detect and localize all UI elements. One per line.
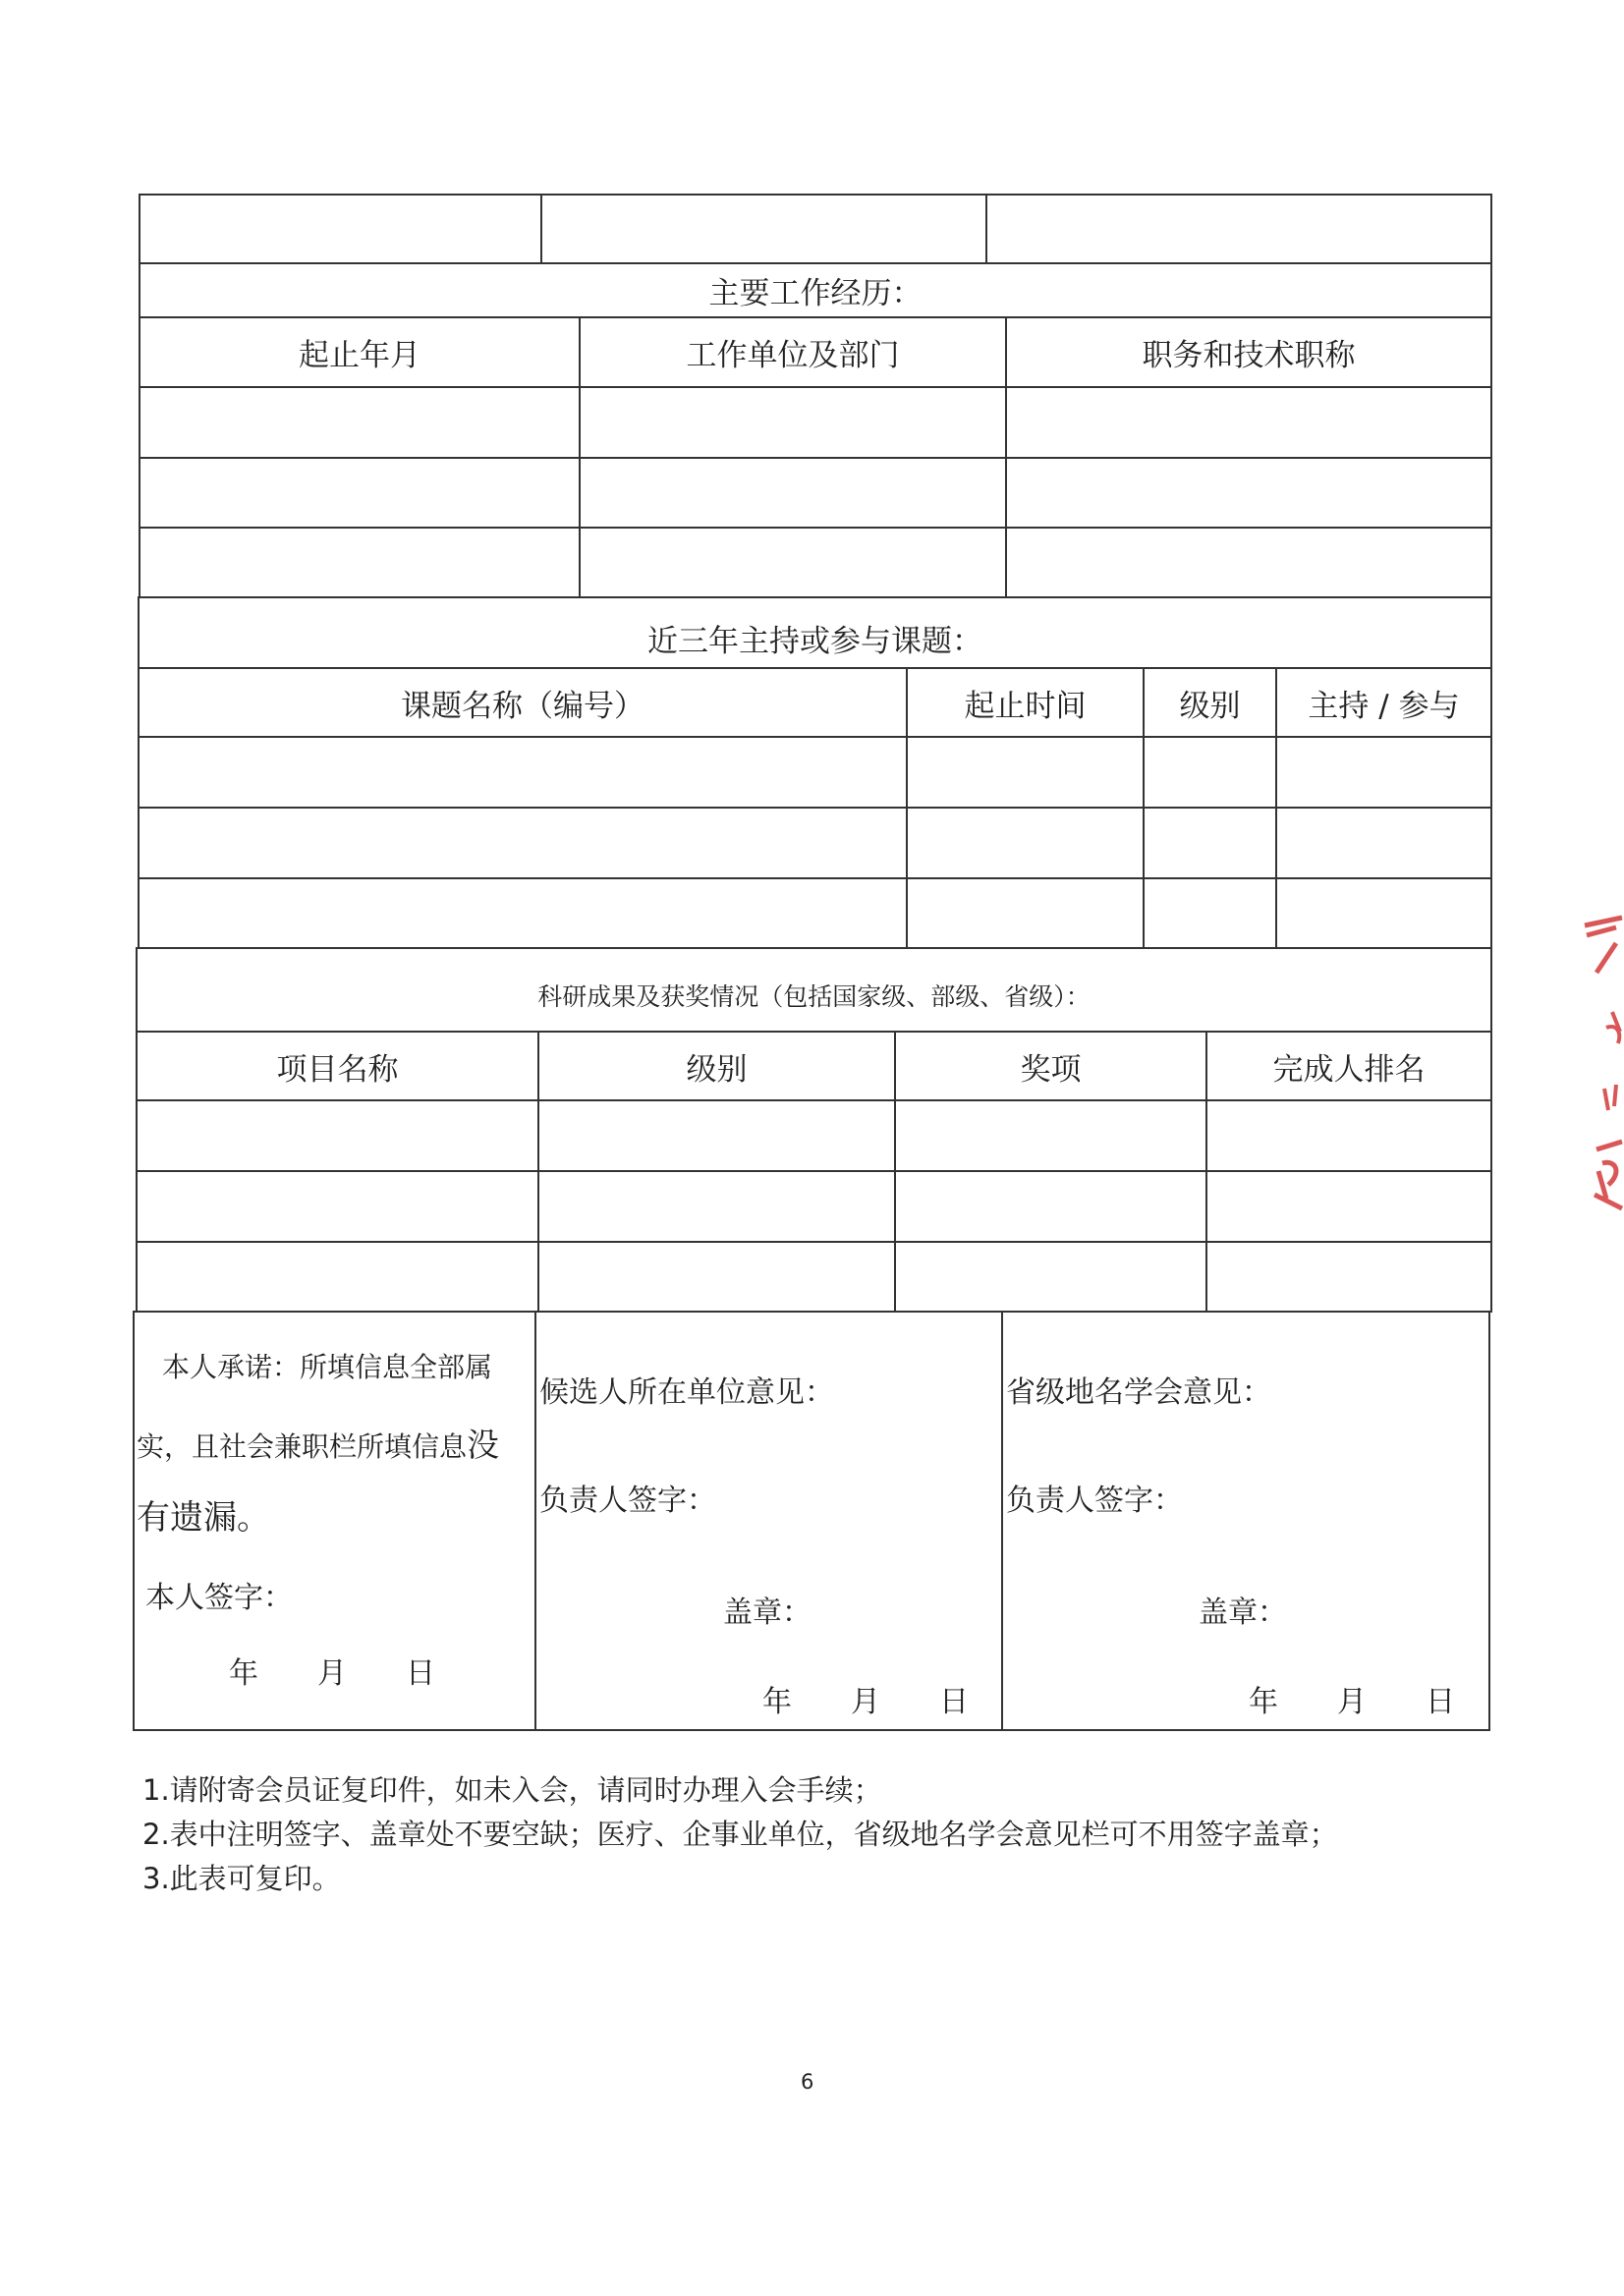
- note-item-1: 1.请附寄会员证复印件，如未入会，请同时办理入会手续；: [142, 1773, 882, 1807]
- work-cell[interactable]: [580, 387, 1006, 458]
- work-cell[interactable]: [580, 528, 1006, 597]
- header-award-level: 级别: [538, 1032, 895, 1100]
- achievement-cell[interactable]: [538, 1100, 895, 1171]
- section-title-work-history: 主要工作经历：: [140, 263, 1491, 317]
- commitment-date: 年 月 日: [229, 1656, 435, 1691]
- achievement-cell[interactable]: [1206, 1242, 1491, 1312]
- blank-cell[interactable]: [986, 195, 1491, 263]
- work-cell[interactable]: [140, 387, 580, 458]
- project-cell[interactable]: [1276, 737, 1491, 808]
- provincial-opinion-title: 省级地名学会意见：: [1006, 1375, 1271, 1410]
- commitment-block: [135, 1313, 534, 1727]
- top-remnant-table: [139, 194, 1492, 264]
- achievement-cell[interactable]: [137, 1242, 538, 1312]
- project-cell[interactable]: [1144, 808, 1276, 878]
- header-employer: 工作单位及部门: [580, 317, 1006, 387]
- work-history-table: [139, 262, 1492, 598]
- section-title-achievements: 科研成果及获奖情况（包括国家级、部级、省级）：: [137, 948, 1491, 1032]
- commitment-line-2: [137, 1420, 499, 1466]
- provincial-signature-label: 负责人签字：: [1006, 1484, 1183, 1518]
- provincial-seal-label: 盖章：: [1199, 1596, 1287, 1630]
- provincial-opinion-block: [1003, 1313, 1488, 1727]
- achievement-cell[interactable]: [895, 1242, 1206, 1312]
- project-cell[interactable]: [1144, 878, 1276, 948]
- header-project-period: 起止时间: [907, 668, 1144, 737]
- note-item-2: 2.表中注明签字、盖章处不要空缺；医疗、企事业单位，省级地名学会意见栏可不用签字盖章；: [142, 1818, 1338, 1851]
- header-project-role: 主持 / 参与: [1276, 668, 1491, 737]
- unit-opinion-cell: [535, 1312, 1002, 1730]
- unit-seal-label: 盖章：: [723, 1596, 812, 1630]
- note-item-3: 3.此表可复印。: [142, 1862, 341, 1895]
- work-cell[interactable]: [140, 528, 580, 597]
- header-title: 职务和技术职称: [1006, 317, 1491, 387]
- work-cell[interactable]: [1006, 387, 1491, 458]
- header-award: 奖项: [895, 1032, 1206, 1100]
- project-cell[interactable]: [139, 737, 907, 808]
- project-cell[interactable]: [1276, 878, 1491, 948]
- blank-cell[interactable]: [541, 195, 986, 263]
- projects-table: [138, 596, 1492, 949]
- project-cell[interactable]: [907, 808, 1144, 878]
- notes-list: [142, 1768, 1338, 1901]
- unit-signature-label: 负责人签字：: [539, 1484, 716, 1518]
- project-cell[interactable]: [1276, 808, 1491, 878]
- blank-cell[interactable]: [140, 195, 541, 263]
- commitment-line-2-text: 实，且社会兼职栏所填信息: [137, 1430, 468, 1463]
- provincial-date: 年 月 日: [1249, 1685, 1455, 1719]
- provincial-opinion-cell: [1002, 1312, 1489, 1730]
- header-item-name: 项目名称: [137, 1032, 538, 1100]
- achievements-table: [136, 947, 1492, 1313]
- page-number: 6: [801, 2070, 814, 2094]
- commitment-line-1: 本人承诺：所填信息全部属: [162, 1351, 493, 1383]
- project-cell[interactable]: [907, 878, 1144, 948]
- red-seal-stamp-icon: [1577, 914, 1624, 1267]
- achievement-cell[interactable]: [895, 1171, 1206, 1242]
- header-rank: 完成人排名: [1206, 1032, 1491, 1100]
- commitment-cell: [134, 1312, 535, 1730]
- achievement-cell[interactable]: [137, 1171, 538, 1242]
- project-cell[interactable]: [139, 808, 907, 878]
- header-project-name: 课题名称（编号）: [139, 668, 907, 737]
- unit-opinion-title: 候选人所在单位意见：: [539, 1375, 834, 1410]
- achievement-cell[interactable]: [538, 1171, 895, 1242]
- achievement-cell[interactable]: [895, 1100, 1206, 1171]
- work-cell[interactable]: [1006, 458, 1491, 528]
- work-cell[interactable]: [140, 458, 580, 528]
- header-period: 起止年月: [140, 317, 580, 387]
- seal-fragment-graphic: [1577, 914, 1624, 1267]
- project-cell[interactable]: [139, 878, 907, 948]
- achievement-cell[interactable]: [1206, 1171, 1491, 1242]
- header-project-level: 级别: [1144, 668, 1276, 737]
- signature-table: [133, 1311, 1490, 1731]
- commitment-signature-label: 本人签字：: [145, 1581, 293, 1615]
- achievement-cell[interactable]: [538, 1242, 895, 1312]
- unit-opinion-block: [536, 1313, 1001, 1727]
- project-cell[interactable]: [907, 737, 1144, 808]
- work-cell[interactable]: [580, 458, 1006, 528]
- commitment-line-3: 有遗漏。: [137, 1498, 270, 1538]
- project-cell[interactable]: [1144, 737, 1276, 808]
- work-cell[interactable]: [1006, 528, 1491, 597]
- section-title-projects: 近三年主持或参与课题：: [139, 597, 1491, 668]
- unit-date: 年 月 日: [762, 1685, 969, 1719]
- achievement-cell[interactable]: [1206, 1100, 1491, 1171]
- commitment-line-2-tail: 没: [467, 1426, 500, 1464]
- achievement-cell[interactable]: [137, 1100, 538, 1171]
